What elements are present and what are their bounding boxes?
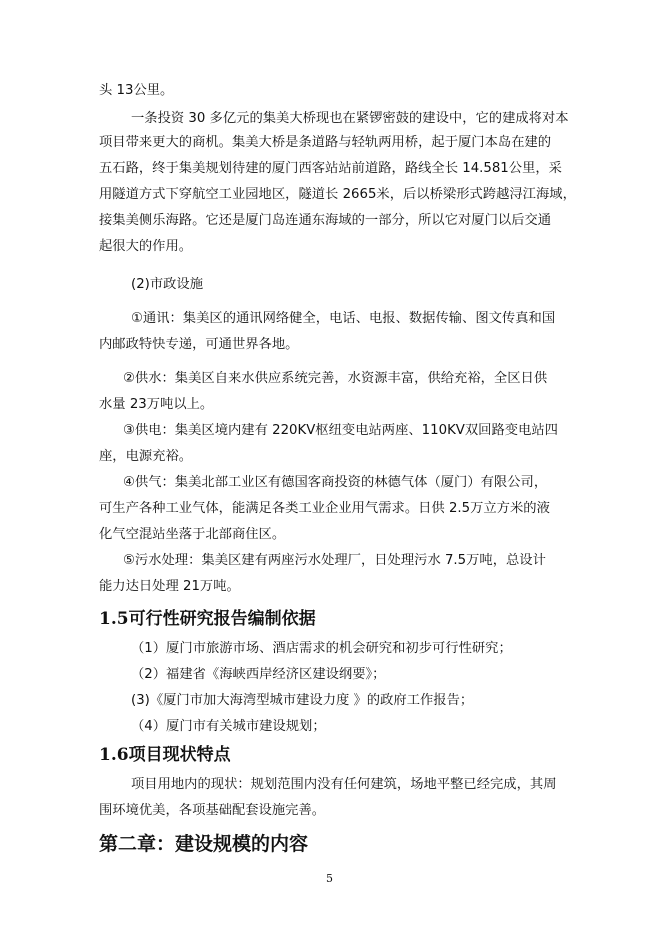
text-line: ④供气：集美北部工业区有德国客商投资的林德气体（厦门）有限公司， bbox=[123, 475, 548, 490]
page-number: 5 bbox=[326, 872, 333, 885]
text-line: 围环境优美，各项基础配套设施完善。 bbox=[99, 803, 326, 818]
section-heading-1-5: 1.5可行性研究报告编制依据 bbox=[99, 609, 316, 629]
text-line: 内邮政特快专递，可通世界各地。 bbox=[99, 337, 299, 352]
text-line: ①通讯：集美区的通讯网络健全，电话、电报、数据传输、图文传真和国 bbox=[131, 311, 556, 326]
text-line: 项目用地内的现状：规划范围内没有任何建筑，场地平整已经完成，其周 bbox=[131, 777, 557, 792]
text-line: 起很大的作用。 bbox=[99, 239, 193, 254]
text-line: ⑤污水处理：集美区建有两座污水处理厂，日处理污水 7.5万吨，总设计 bbox=[123, 553, 546, 568]
text-line: ②供水：集美区自来水供应系统完善，水资源丰富，供给充裕，全区日供 bbox=[123, 371, 548, 386]
text-line: 一条投资 30 多亿元的集美大桥现也在紧锣密鼓的建设中，它的建成将对本 bbox=[131, 111, 569, 126]
text-line: 座，电源充裕。 bbox=[99, 449, 193, 464]
text-line: 项目带来更大的商机。集美大桥是条道路与轻轨两用桥，起于厦门本岛在建的 bbox=[99, 135, 552, 150]
text-line: 水量 23万吨以上。 bbox=[99, 397, 214, 412]
chapter-heading-2: 第二章：建设规模的内容 bbox=[99, 833, 309, 855]
list-item: （1）厦门市旅游市场、酒店需求的机会研究和初步可行性研究； bbox=[131, 641, 512, 656]
text-line: 化气空混站坐落于北部商住区。 bbox=[99, 527, 286, 542]
section-heading-1-6: 1.6项目现状特点 bbox=[99, 745, 231, 765]
list-item: （2）福建省《海峡西岸经济区建设纲要》； bbox=[131, 667, 386, 682]
text-line: 可生产各种工业气体，能满足各类工业企业用气需求。日供 2.5万立方米的液 bbox=[99, 501, 550, 516]
text-line: 头 13公里。 bbox=[99, 83, 174, 98]
text-line: 接集美侧乐海路。它还是厦门岛连通东海域的一部分，所以它对厦门以后交通 bbox=[99, 213, 552, 228]
text-line: 能力达日处理 21万吨。 bbox=[99, 579, 240, 594]
subheading-municipal: (2)市政设施 bbox=[131, 277, 204, 292]
text-line: 用隧道方式下穿航空工业园地区，隧道长 2665米，后以桥梁形式跨越浔江海域， bbox=[99, 187, 576, 202]
list-item: （4）厦门市有关城市建设规划； bbox=[131, 719, 326, 734]
list-item: (3)《厦门市加大海湾型城市建设力度 》的政府工作报告； bbox=[131, 693, 474, 708]
text-line: ③供电：集美区境内建有 220KV枢纽变电站两座、110KV双回路变电站四 bbox=[123, 423, 558, 438]
text-line: 五石路，终于集美规划待建的厦门西客站站前道路，路线全长 14.581公里，采 bbox=[99, 161, 562, 176]
